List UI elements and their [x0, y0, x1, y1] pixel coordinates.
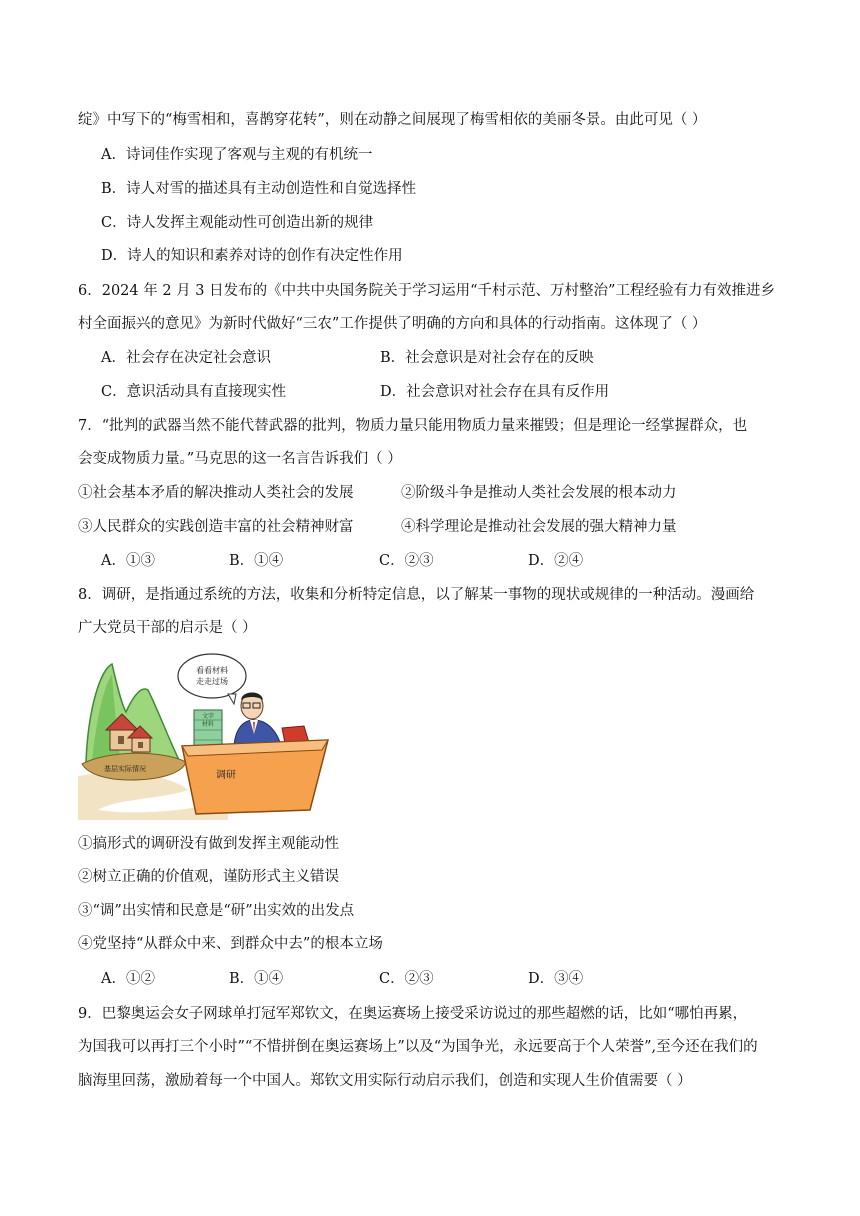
- q5-option-d: D．诗人的知识和素养对诗的创作有决定性作用: [101, 248, 403, 264]
- q7-choice-a: A．①③: [101, 553, 155, 569]
- official-figure: [234, 693, 282, 751]
- q6-stem-line-2: 村全面振兴的意见》为新时代做好“三农”工作提供了明确的方向和具体的行动指南。这体现了（ ）: [78, 316, 707, 332]
- stack-label-2: 材料: [201, 721, 215, 728]
- speech-bubble: [178, 654, 246, 704]
- q9-stem-line-2: 为国我可以再打三个小时”“不惜拼倒在奥运赛场上”以及“为国争光，永远要高于个人荣誉”,至今还在我们的: [78, 1039, 758, 1055]
- q6-option-b: B．社会意识是对社会存在的反映: [380, 350, 594, 366]
- q8-item-4: ④党坚持“从群众中来、到群众中去”的根本立场: [78, 936, 383, 952]
- q8-choice-d: D．③④: [528, 971, 584, 987]
- q9-stem-line-3: 脑海里回荡，激励着每一个中国人。郑钦文用实际行动启示我们，创造和实现人生价值需要（ ）: [78, 1073, 692, 1089]
- q7-item-4: ④科学理论是推动社会发展的强大精神力量: [401, 519, 677, 535]
- bubble-line-2: 走走过场: [196, 677, 228, 686]
- q8-item-2: ②树立正确的价值观，谨防形式主义错误: [78, 869, 339, 885]
- research-cartoon: [78, 650, 356, 820]
- q7-item-2: ②阶级斗争是推动人类社会发展的根本动力: [401, 485, 677, 501]
- q6-option-d: D．社会意识对社会存在具有反作用: [380, 384, 610, 400]
- hill-label: 基层实际情况: [104, 765, 146, 773]
- bubble-line-1: 看看材料: [196, 666, 228, 675]
- q7-item-3: ③人民群众的实践创造丰富的社会精神财富: [78, 519, 354, 535]
- q7-choice-b: B．①④: [229, 553, 284, 569]
- q8-choice-c: C．②③: [379, 971, 434, 987]
- q7-stem-line-1: 7．“批判的武器当然不能代替武器的批判，物质力量只能用物质力量来摧毁；但是理论一经掌握群众，也: [78, 418, 748, 434]
- q8-item-1: ①搞形式的调研没有做到发挥主观能动性: [78, 836, 339, 852]
- box-label: 调研: [216, 770, 236, 781]
- q8-choice-a: A．①②: [101, 971, 155, 987]
- research-box: [182, 740, 328, 814]
- q7-stem-line-2: 会变成物质力量。”马克思的这一名言告诉我们（ ）: [78, 451, 402, 467]
- q6-option-a: A．社会存在决定社会意识: [101, 350, 271, 366]
- q7-choice-c: C．②③: [379, 553, 434, 569]
- q6-stem-line-1: 6．2024 年 2 月 3 日发布的《中共中央国务院关于学习运用“千村示范、万村整治”工程经验有力有效推进乡: [78, 283, 775, 299]
- q5-option-c: C．诗人发挥主观能动性可创造出新的规律: [101, 215, 374, 231]
- q6-option-c: C．意识活动具有直接现实性: [101, 384, 287, 400]
- q8-stem-line-1: 8．调研，是指通过系统的方法，收集和分析特定信息，以了解某一事物的现状或规律的一种活动。漫画给: [78, 587, 755, 603]
- q5-option-a: A．诗词佳作实现了客观与主观的有机统一: [101, 147, 373, 163]
- q8-item-3: ③“调”出实情和民意是“研”出实效的出发点: [78, 903, 355, 919]
- q5-option-b: B．诗人对雪的描述具有主动创造性和自觉选择性: [101, 181, 417, 197]
- q5-stem: 绽》中写下的“梅雪相和，喜鹊穿花转”，则在动静之间展现了梅雪相依的美丽冬景。由此可见（ ）: [78, 112, 707, 128]
- q9-stem-line-1: 9．巴黎奥运会女子网球单打冠军郑钦文，在奥运赛场上接受采访说过的那些超燃的话，比如“哪怕再累，: [78, 1006, 748, 1022]
- q7-choice-d: D．②④: [528, 553, 584, 569]
- q8-choice-b: B．①④: [229, 971, 284, 987]
- stack-label-1: 文字: [201, 713, 215, 720]
- q8-stem-line-2: 广大党员干部的启示是（ ）: [78, 620, 257, 636]
- q7-item-1: ①社会基本矛盾的解决推动人类社会的发展: [78, 485, 354, 501]
